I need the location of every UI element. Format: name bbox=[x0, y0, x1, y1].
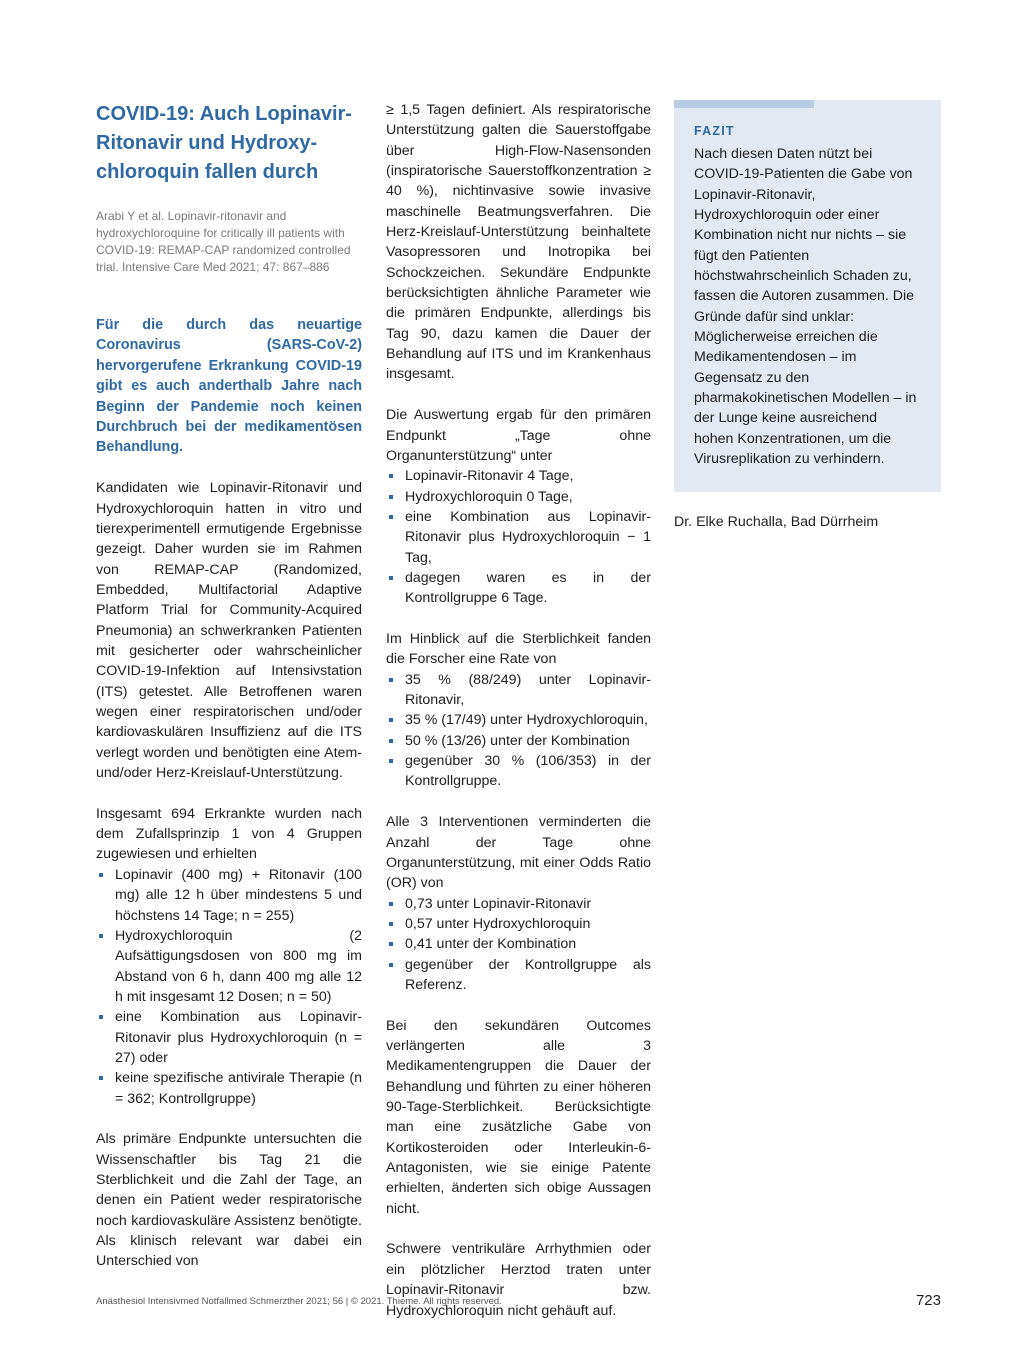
list-item: Hydroxychloroquin 0 Tage, bbox=[386, 487, 651, 507]
list-item: 0,57 unter Hydroxychloroquin bbox=[386, 914, 651, 934]
list-item: Lopinavir-Ritonavir 4 Tage, bbox=[386, 466, 651, 486]
group-list bbox=[96, 865, 362, 1109]
body-paragraph: Alle 3 Interventionen verminderten die Anzahl der Tage ohne Organunterstützung, mit einer Odds Ratio (OR) von bbox=[386, 814, 651, 892]
body-paragraph: Bei den sekundären Outcomes verlängerten alle 3 Medikamentengruppen die Dauer der Behandlung und führten zu einer höheren 90-Tage-Sterblichkeit. Berücksichtigte man eine zusätzliche Gabe von Kortikosteroiden oder Interleukin-6-Antagonisten, wie sie einige Patente erhielten, änderten sich obige Aussagen nicht. bbox=[386, 1017, 651, 1217]
list-item: 0,73 unter Lopinavir-Ritonavir bbox=[386, 894, 651, 914]
fazit-heading: FAZIT bbox=[694, 124, 735, 138]
list-item: 50 % (13/26) unter der Kombination bbox=[386, 731, 651, 751]
list-item: eine Kombination aus Lopinavir-Ritonavir plus Hydroxychloroquin − 1 Tag, bbox=[386, 507, 651, 568]
body-paragraph: Die Auswertung ergab für den primären Endpunkt „Tage ohne Organunterstützung“ unter bbox=[386, 407, 651, 464]
column-right bbox=[674, 100, 941, 532]
column-left bbox=[96, 100, 362, 1292]
fazit-box bbox=[674, 100, 941, 492]
body-paragraph: Als primäre Endpunkte untersuchten die Wissenschaftler bis Tag 21 die Sterblichkeit und die Zahl der Tage, an denen ein Patient weder respiratorische noch kardiovaskuläre Assistenz benötigte. Als klinisch relevant war dabei ein Unterschied von bbox=[96, 1131, 362, 1270]
list-item: eine Kombination aus Lopinavir-Ritonavir plus Hydroxychloroquin (n = 27) oder bbox=[96, 1007, 362, 1068]
body-paragraph: Im Hinblick auf die Sterblichkeit fanden die Forscher eine Rate von bbox=[386, 631, 651, 668]
list-item: dagegen waren es in der Kontrollgruppe 6 Tage. bbox=[386, 568, 651, 609]
author-line: Dr. Elke Ruchalla, Bad Dürrheim bbox=[674, 513, 879, 530]
article-title bbox=[96, 100, 362, 187]
column-middle bbox=[386, 100, 651, 1341]
body-paragraph: Schwere ventrikuläre Arrhythmien oder ein plötzlicher Herztod traten unter Lopinavir-Ritonavir bzw. Hydroxychloroquin nicht gehäuft auf. bbox=[386, 1241, 651, 1319]
body-paragraph: ≥ 1,5 Tagen definiert. Als respiratorische Unterstützung galten die Sauerstoffgabe über High-Flow-Nasensonden (inspiratorische Sauerstoffkonzentration ≥ 40 %), nichtinvasive sowie invasive maschinelle Beatmungsverfahren. Die Herz-Kreislauf-Unterstützung beinhaltete Vasopressoren und Inotropika bei Schockzeichen. Sekundäre Endpunkte berücksichtigten ähnliche Parameter wie die primären Endpunkte, allerdings bis Tag 90, dazu kamen die Dauer der Behandlung auf ITS und im Krankenhaus insgesamt. bbox=[386, 102, 651, 383]
list-item: 0,41 unter der Kombination bbox=[386, 934, 651, 954]
list-item: gegenüber der Kontrollgruppe als Referenz. bbox=[386, 955, 651, 996]
citation: Arabi Y et al. Lopinavir-ritonavir and hydroxychloroquine for critically ill patients with COVID-19: REMAP-CAP randomized controlled trial. Intensive Care Med 2021; 47: 867–886 bbox=[96, 209, 351, 274]
list-item: Hydroxychloroquin (2 Aufsättigungsdosen von 800 mg im Abstand von 6 h, dann 400 mg alle 12 h mit insgesamt 12 Dosen; n = 50) bbox=[96, 926, 362, 1007]
days-list bbox=[386, 466, 651, 608]
mortality-list bbox=[386, 670, 651, 792]
list-item: 35 % (88/249) unter Lopinavir-Ritonavir, bbox=[386, 670, 651, 711]
body-paragraph: Kandidaten wie Lopinavir-Ritonavir und Hydroxychloroquin hatten in vitro und tierexperimentell ermutigende Ergebnisse gezeigt. Daher wurden sie im Rahmen von REMAP-CAP (Randomized, Embedded, Multifactorial Adaptive Platform Trial for Community-Acquired Pneumonia) an schwerkranken Patienten mit gesicherter oder wahrscheinlicher COVID-19-Infektion auf Intensivstation (ITS) getestet. Alle Betroffenen waren wegen einer respiratorischen und/oder kardiovaskulären Insuffizienz auf die ITS verlegt worden und benötigten eine Atem- und/oder Herz-Kreislauf-Unterstützung. bbox=[96, 480, 362, 782]
list-item: Lopinavir (400 mg) + Ritonavir (100 mg) alle 12 h über mindestens 5 und höchstens 14 Tage; n = 255) bbox=[96, 865, 362, 926]
title-line: chloroquin fallen durch bbox=[96, 161, 319, 183]
page-number: 723 bbox=[915, 1292, 941, 1309]
fazit-text: Nach diesen Daten nützt bei COVID-19-Patienten die Gabe von Lopinavir-Ritonavir, Hydroxychloroquin oder einer Kombination nicht nur nichts – sie fügt den Patienten höchstwahrscheinlich Schaden zu, fassen die Autoren zusammen. Die Gründe dafür sind unklar: Möglicherweise erreichen die Medikamentendosen – im Gegensatz zu den pharmakokinetischen Modellen – in der Lunge keine ausreichend hohen Konzentrationen, um die Virusreplikation zu verhindern. bbox=[694, 146, 917, 468]
title-line: COVID-19: Auch Lopinavir- bbox=[96, 103, 352, 125]
page-footer: Anästhesiol Intensivmed Notfallmed Schmerzther 2021; 56 | © 2021. Thieme. All rights reserved. bbox=[96, 1296, 502, 1307]
list-item: gegenüber 30 % (106/353) in der Kontrollgruppe. bbox=[386, 751, 651, 792]
fazit-accent-bar bbox=[674, 100, 814, 108]
list-item: keine spezifische antivirale Therapie (n = 362; Kontrollgruppe) bbox=[96, 1068, 362, 1109]
title-line: Ritonavir und Hydroxy- bbox=[96, 132, 318, 154]
list-item: 35 % (17/49) unter Hydroxychloroquin, bbox=[386, 710, 651, 730]
odds-list bbox=[386, 894, 651, 996]
body-paragraph: Insgesamt 694 Erkrankte wurden nach dem Zufallsprinzip 1 von 4 Gruppen zugewiesen und erhielten bbox=[96, 805, 362, 863]
lead-paragraph: Für die durch das neuartige Coronavirus (SARS-CoV-2) hervorgerufene Erkrankung COVID-19 gibt es auch anderthalb Jahre nach Beginn der Pandemie noch keinen Durchbruch bei der medikamentösen Behandlung. bbox=[96, 317, 362, 456]
